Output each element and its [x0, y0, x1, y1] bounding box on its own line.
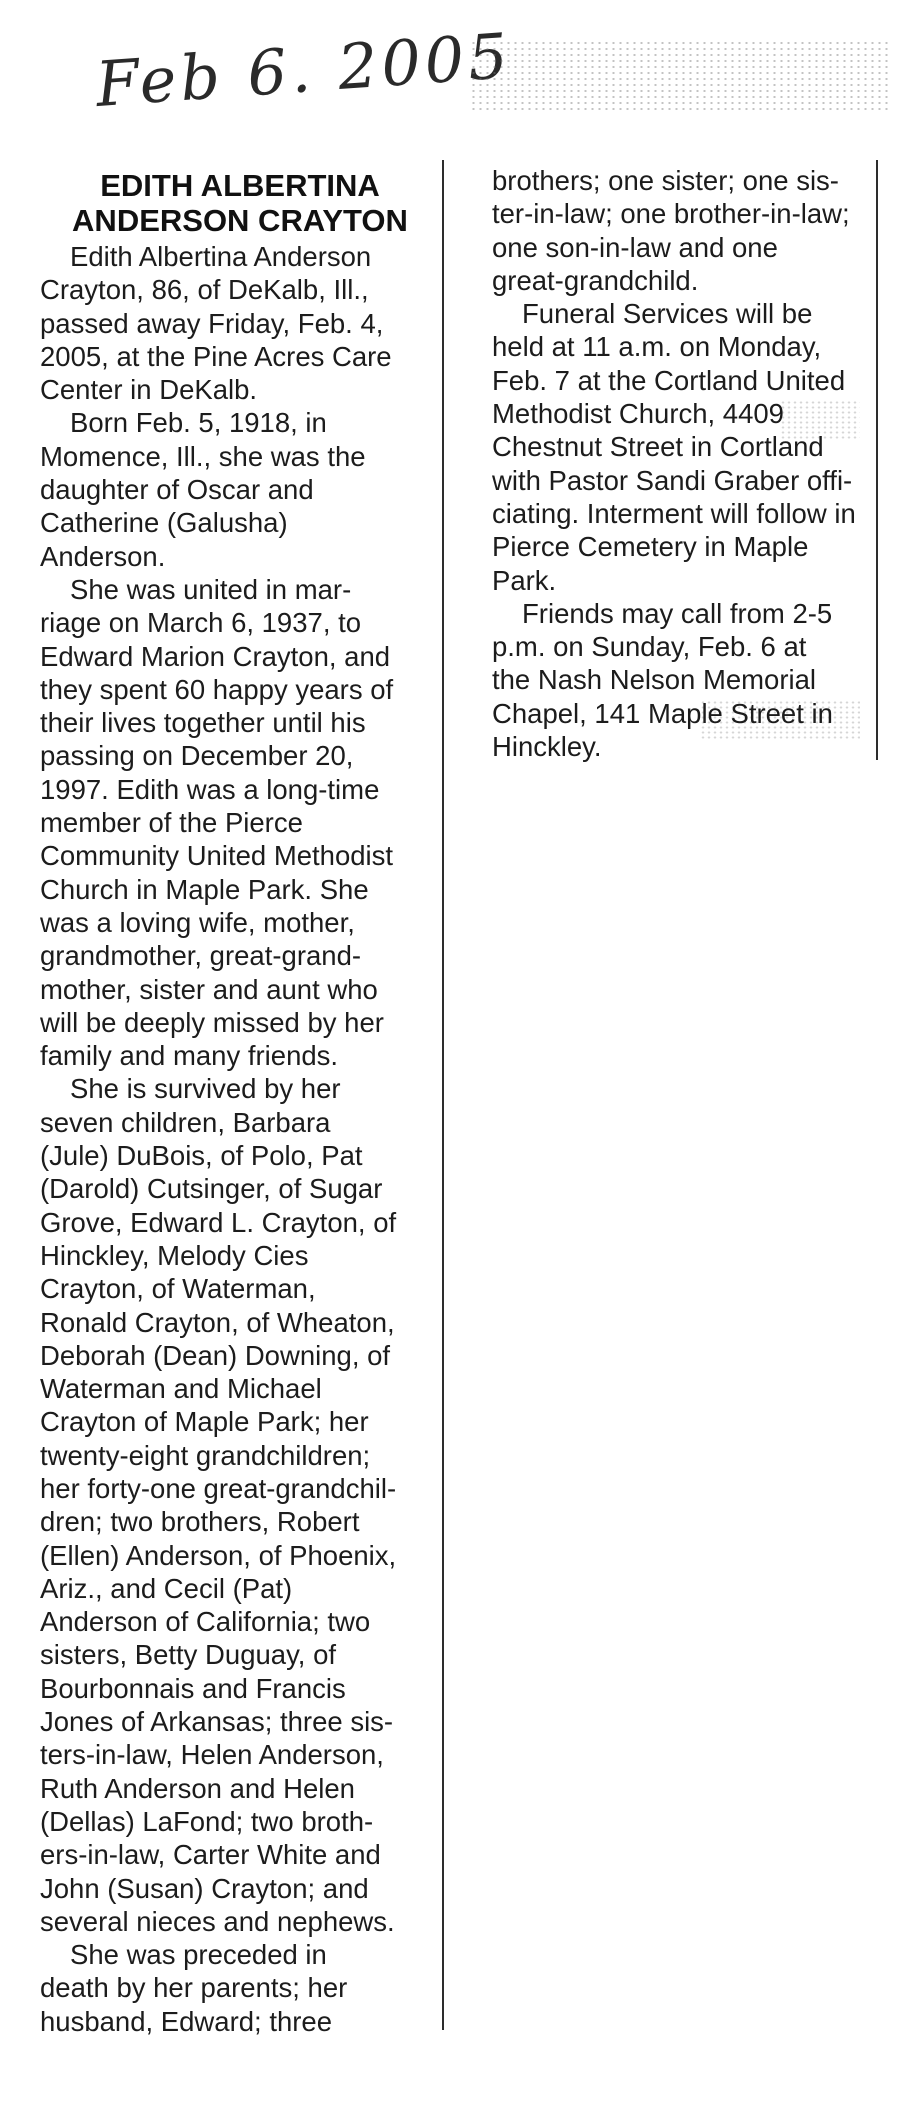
text-line: Community United Methodist: [40, 840, 394, 872]
text-line: seven children, Barbara: [40, 1106, 331, 1138]
text-line: (Jule) DuBois, of Polo, Pat: [40, 1140, 363, 1172]
text-line: (Dellas) LaFond; two broth-: [40, 1805, 374, 1837]
text-line: husband, Edward; three: [40, 2005, 332, 2037]
text-line: Funeral Services will be: [522, 298, 813, 330]
text-line: (Ellen) Anderson, of Phoenix,: [40, 1539, 397, 1571]
text-line: Crayton, 86, of DeKalb, Ill.,: [40, 274, 369, 306]
text-line: their lives together until his: [40, 707, 366, 739]
text-line: Hinckley, Melody Cies: [40, 1239, 309, 1271]
text-line: her forty-one great-grandchil-: [40, 1472, 397, 1504]
left-column: [40, 168, 440, 2038]
scan-noise-top: [470, 40, 890, 110]
text-line: Feb. 7 at the Cortland United: [492, 364, 846, 396]
text-line: Ariz., and Cecil (Pat): [40, 1572, 293, 1604]
text-line: Grove, Edward L. Crayton, of: [40, 1206, 397, 1238]
text-line: Edward Marion Crayton, and: [40, 640, 391, 672]
text-line: Catherine (Galusha): [40, 507, 288, 539]
text-line: She was united in mar-: [70, 573, 352, 605]
text-line: 2005, at the Pine Acres Care: [40, 340, 392, 372]
text-line: 1997. Edith was a long-time: [40, 773, 380, 805]
text-line: Ronald Crayton, of Wheaton,: [40, 1306, 395, 1338]
text-line: Friends may call from 2-5: [522, 597, 833, 629]
text-line: with Pastor Sandi Graber offi-: [492, 464, 853, 496]
text-line: Anderson of California; two: [40, 1606, 371, 1638]
text-line: the Nash Nelson Memorial: [492, 664, 817, 696]
headline: [40, 168, 440, 238]
text-line: (Darold) Cutsinger, of Sugar: [40, 1173, 383, 1205]
text-line: Methodist Church, 4409: [492, 398, 784, 430]
text-line: ter-in-law; one brother-in-law;: [492, 198, 850, 230]
left-column-text: [40, 240, 440, 2038]
text-line: Crayton of Maple Park; her: [40, 1406, 369, 1438]
text-line: ciating. Interment will follow in: [492, 497, 856, 529]
text-line: ters-in-law, Helen Anderson,: [40, 1739, 384, 1771]
text-line: twenty-eight grandchildren;: [40, 1439, 371, 1471]
text-line: Ruth Anderson and Helen: [40, 1772, 355, 1804]
text-line: Waterman and Michael: [40, 1373, 322, 1405]
text-line: death by her parents; her: [40, 1972, 348, 2004]
text-line: sisters, Betty Duguay, of: [40, 1639, 337, 1671]
text-line: dren; two brothers, Robert: [40, 1506, 360, 1538]
text-line: grandmother, great-grand-: [40, 940, 362, 972]
text-line: She is survived by her: [70, 1073, 341, 1105]
text-line: Momence, Ill., she was the: [40, 440, 366, 472]
headline-line: EDITH ALBERTINA: [100, 168, 380, 203]
text-line: Deborah (Dean) Downing, of: [40, 1339, 391, 1371]
text-line: She was preceded in: [70, 1939, 327, 1971]
text-line: passing on December 20,: [40, 740, 354, 772]
headline-line: ANDERSON CRAYTON: [72, 203, 408, 238]
text-line: Crayton, of Waterman,: [40, 1273, 316, 1305]
text-line: member of the Pierce: [40, 807, 303, 839]
text-line: was a loving wife, mother,: [40, 906, 355, 938]
text-line: will be deeply missed by her: [40, 1006, 384, 1038]
text-line: they spent 60 happy years of: [40, 673, 394, 705]
text-line: brothers; one sister; one sis-: [492, 165, 839, 196]
right-column-text: [492, 164, 872, 763]
text-line: great-grandchild.: [492, 264, 699, 296]
text-line: daughter of Oscar and: [40, 474, 314, 506]
text-line: Chestnut Street in Cortland: [492, 431, 824, 463]
column-rule-left: [442, 160, 444, 2030]
text-line: John (Susan) Crayton; and: [40, 1872, 369, 1904]
text-line: Center in DeKalb.: [40, 374, 258, 406]
text-line: several nieces and nephews.: [40, 1905, 395, 1937]
text-line: Anderson.: [40, 540, 166, 572]
text-line: Bourbonnais and Francis: [40, 1672, 346, 1704]
text-line: passed away Friday, Feb. 4,: [40, 307, 384, 339]
text-line: Jones of Arkansas; three sis-: [40, 1706, 394, 1738]
right-column: [492, 164, 872, 763]
column-rule-right: [876, 160, 878, 760]
text-line: Edith Albertina Anderson: [70, 241, 372, 272]
text-line: mother, sister and aunt who: [40, 973, 378, 1005]
text-line: Pierce Cemetery in Maple: [492, 531, 809, 563]
text-line: ers-in-law, Carter White and: [40, 1839, 381, 1871]
text-line: Chapel, 141 Maple Street in: [492, 697, 833, 729]
handwritten-date: Feb 6. 2005: [93, 19, 514, 121]
text-line: Hinckley.: [492, 731, 602, 763]
text-line: family and many friends.: [40, 1040, 339, 1072]
text-line: Park.: [492, 564, 557, 596]
text-line: p.m. on Sunday, Feb. 6 at: [492, 631, 807, 663]
text-line: Born Feb. 5, 1918, in: [70, 407, 327, 439]
text-line: held at 11 a.m. on Monday,: [492, 331, 822, 363]
text-line: Church in Maple Park. She: [40, 873, 369, 905]
text-line: one son-in-law and one: [492, 231, 778, 263]
text-line: riage on March 6, 1937, to: [40, 607, 362, 639]
